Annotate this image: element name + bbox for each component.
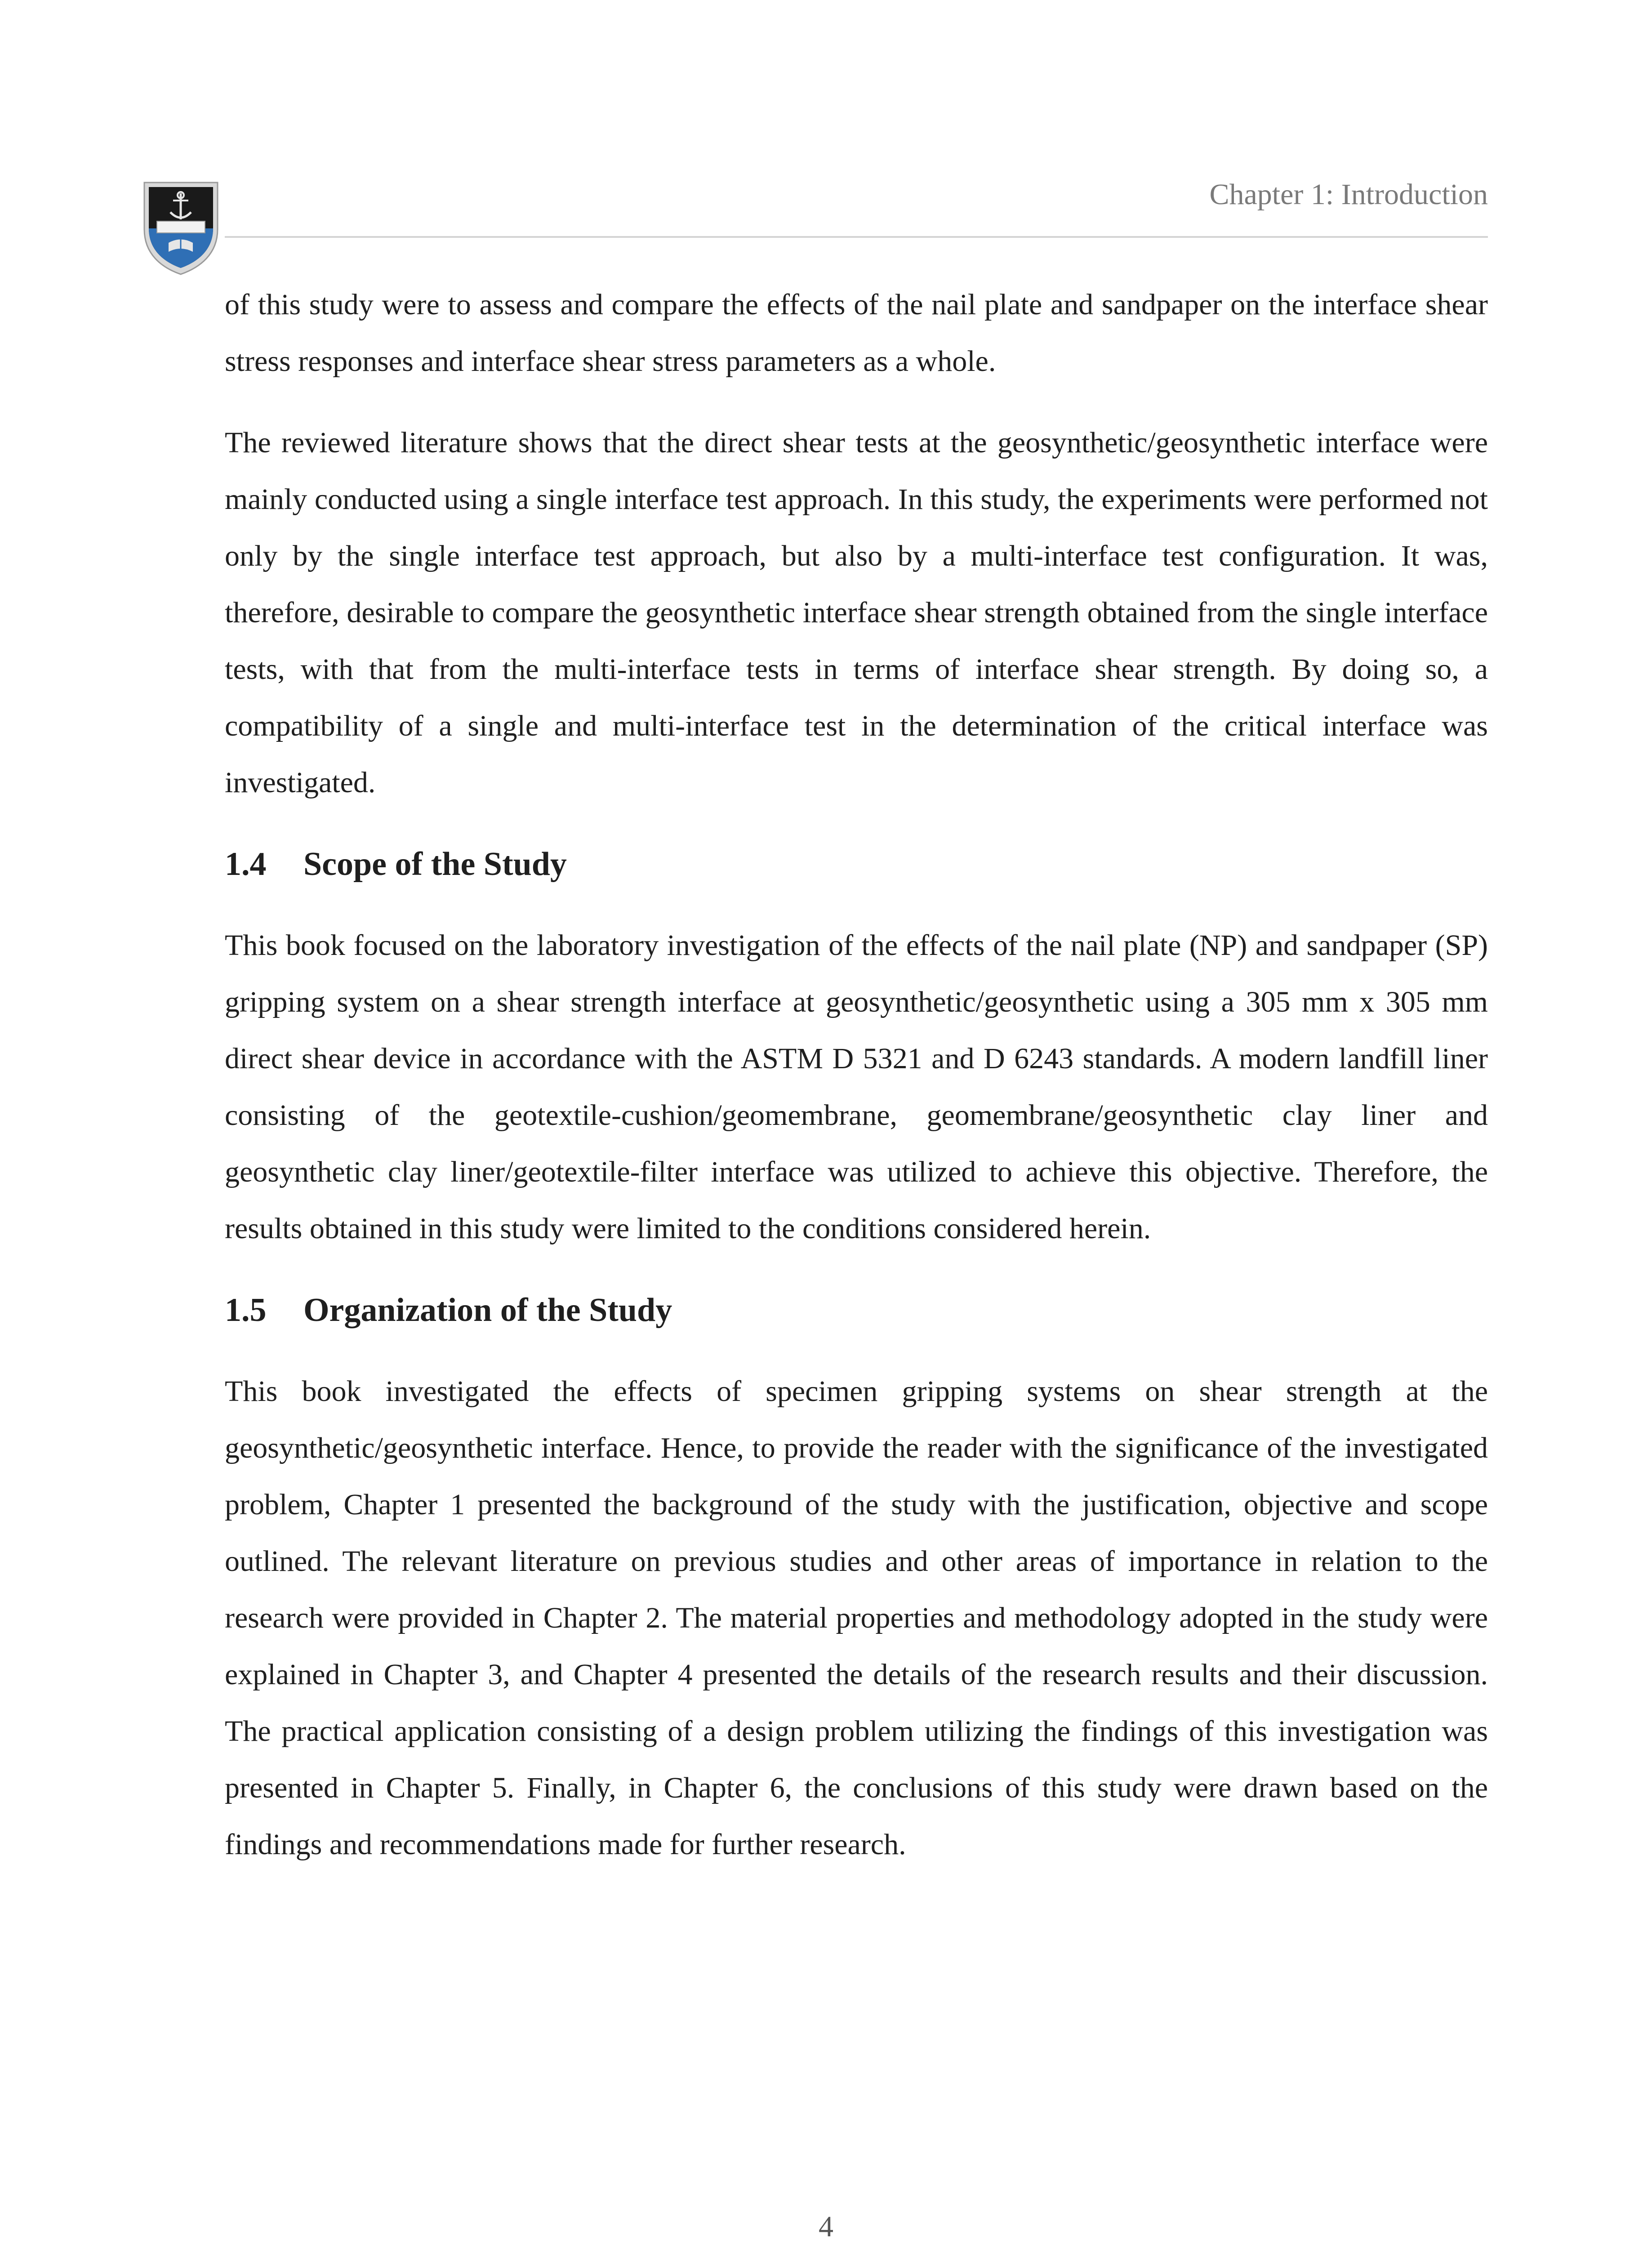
running-header-title: Chapter 1: Introduction: [1209, 178, 1488, 211]
section-title: Organization of the Study: [303, 1292, 672, 1329]
page-header: [225, 178, 1488, 238]
section-heading-organization: [225, 1282, 1488, 1338]
university-crest-icon: [142, 180, 220, 277]
paragraph-interface-tests: The reviewed literature shows that the direct shear tests at the geosynthetic/geosynthetic interface were mainly conducted using a single interface test approach. In this study, the experiments were performed not only by the single interface test approach, but also by a multi-interface test configuration. It was, therefore, desirable to compare the geosynthetic interface shear strength obtained from the single interface tests, with that from the multi-interface tests in terms of interface shear strength. By doing so, a compatibility of a single and multi-interface test in the determination of the critical interface was investigated.: [225, 426, 1488, 799]
paragraph-objectives-continued: of this study were to assess and compare the effects of the nail plate and sandpaper on the interface shear stress responses and interface shear stress parameters as a whole.: [225, 288, 1488, 378]
document-body: [225, 277, 1488, 1898]
section-heading-scope: [225, 836, 1488, 892]
section-number: 1.4: [225, 846, 267, 883]
paragraph-organization: This book investigated the effects of specimen gripping systems on shear strength at the geosynthetic/geosynthetic interface. Hence, to provide the reader with the significance of the investigated problem, Chapter 1 presented the background of the study with the justification, objective and scope outlined. The relevant literature on previous studies and other areas of importance in relation to the research were provided in Chapter 2. The material properties and methodology adopted in the study were explained in Chapter 3, and Chapter 4 presented the details of the research results and their discussion. The practical application consisting of a design problem utilizing the findings of this investigation was presented in Chapter 5. Finally, in Chapter 6, the conclusions of this study were drawn based on the findings and recommendations made for further research.: [225, 1375, 1488, 1861]
paragraph-scope: This book focused on the laboratory investigation of the effects of the nail plate (NP) and sandpaper (SP) gripping system on a shear strength interface at geosynthetic/geosynthetic using a 305 mm x 305 mm direct shear device in accordance with the ASTM D 5321 and D 6243 standards. A modern landfill liner consisting of the geotextile-cushion/geomembrane, geomembrane/geosynthetic clay liner and geosynthetic clay liner/geotextile-filter interface was utilized to achieve this objective. Therefore, the results obtained in this study were limited to the conditions considered herein.: [225, 929, 1488, 1245]
section-title: Scope of the Study: [303, 846, 567, 883]
section-number: 1.5: [225, 1292, 267, 1329]
page-number: 4: [819, 2210, 833, 2243]
